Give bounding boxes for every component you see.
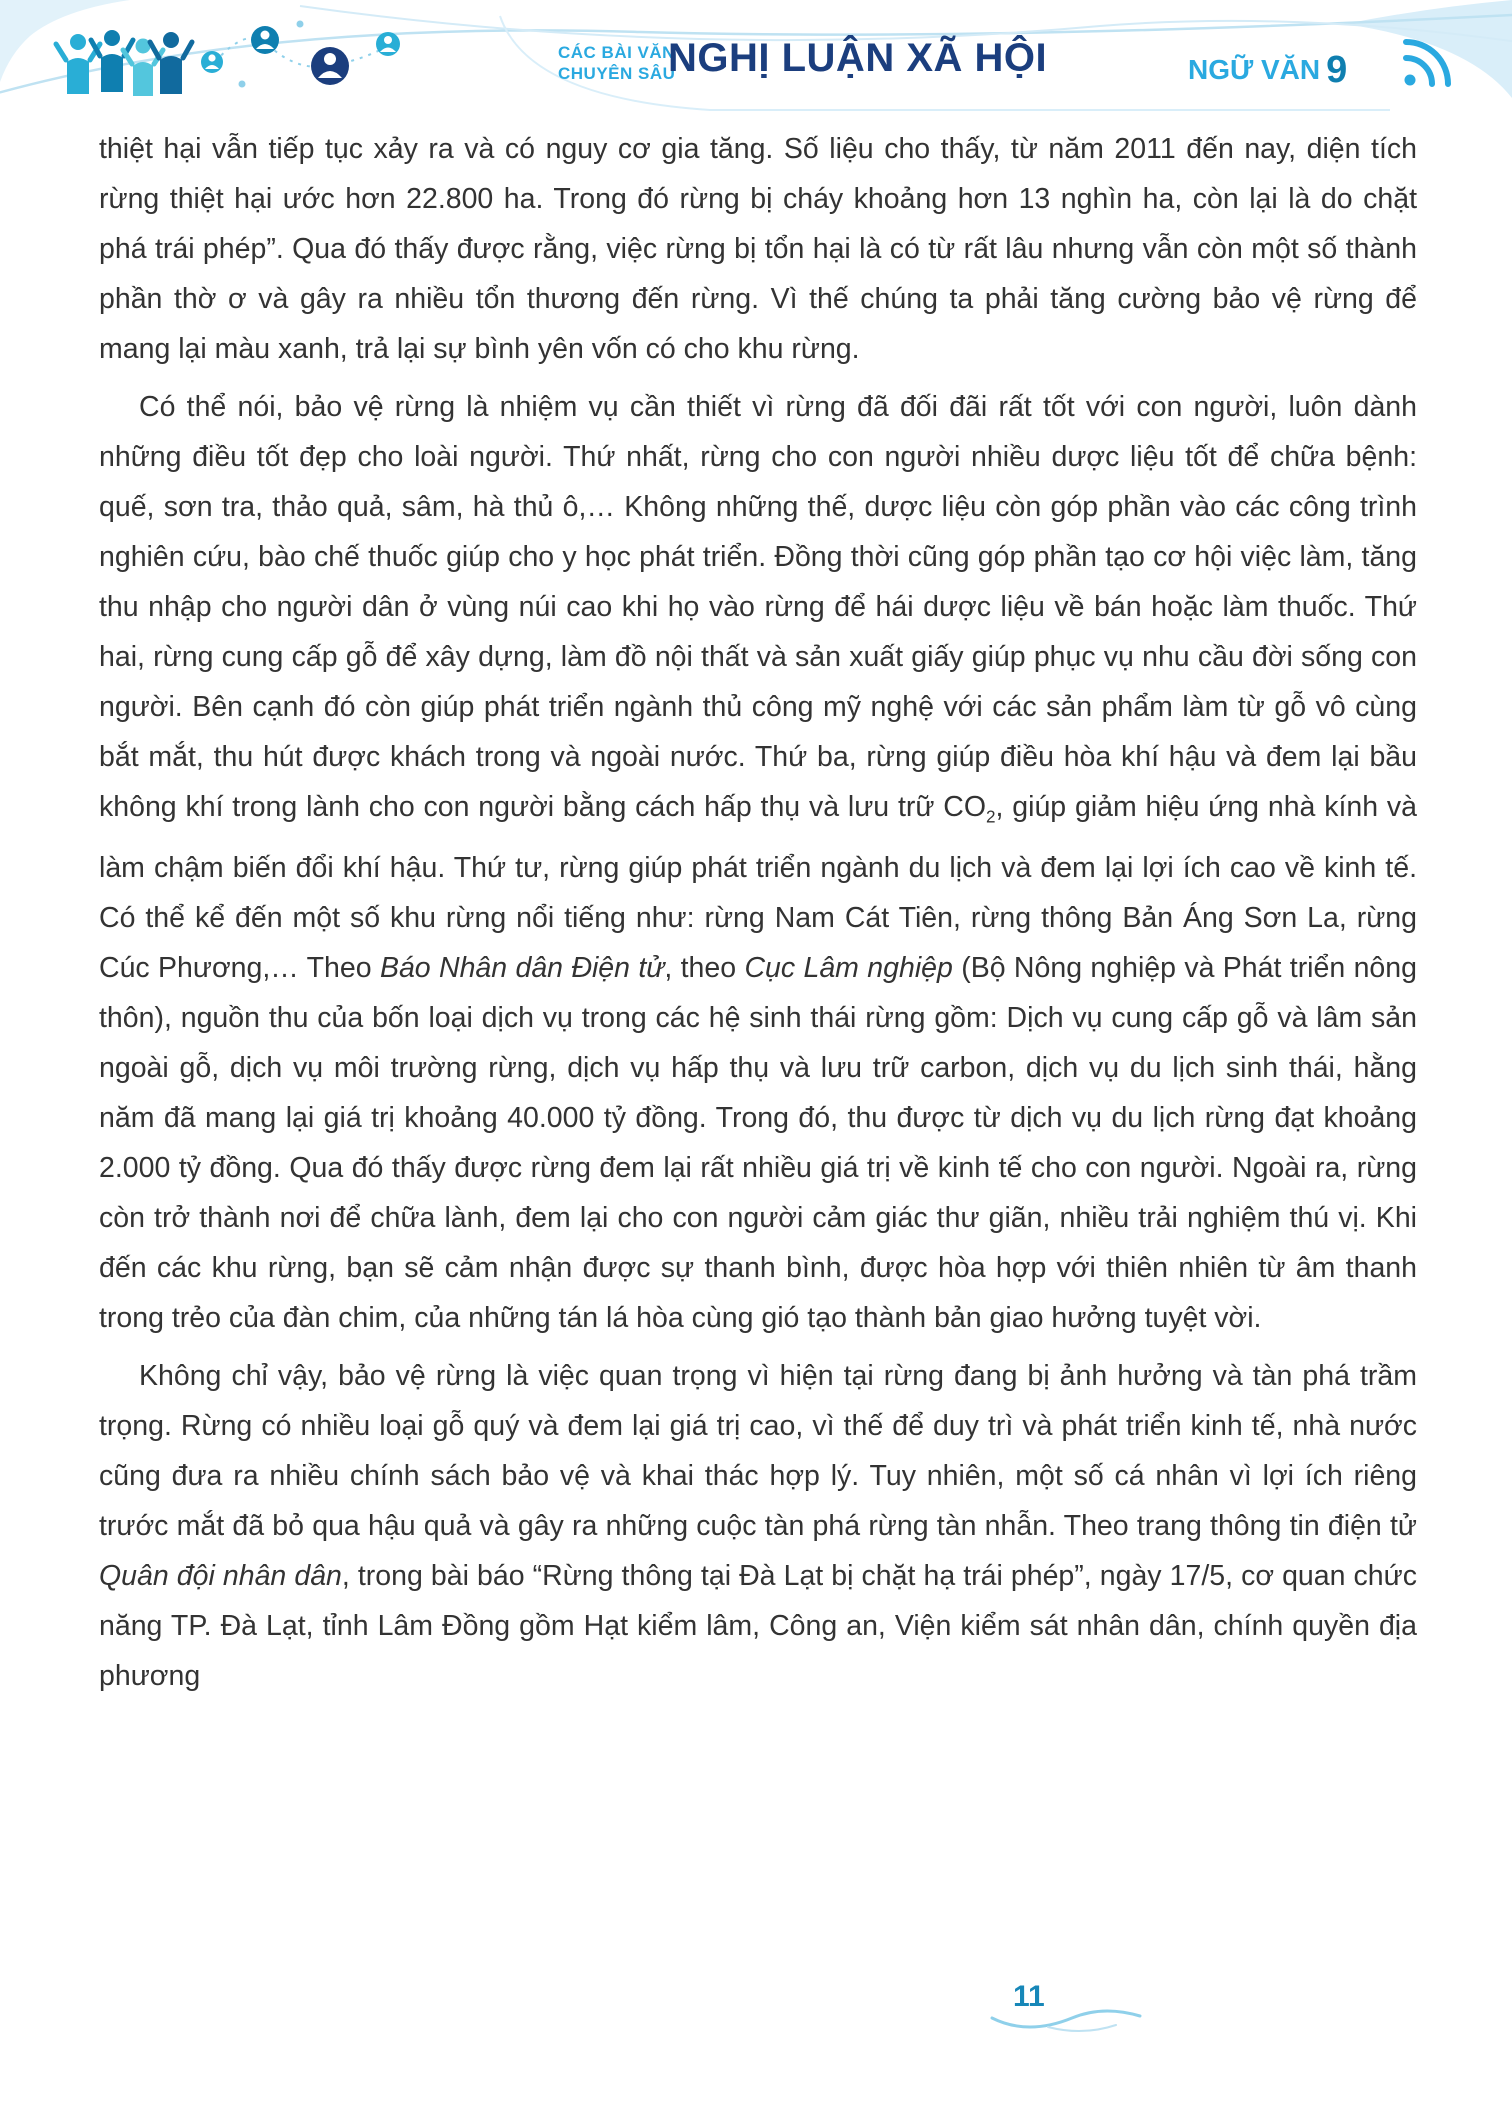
people-illustration bbox=[56, 30, 192, 96]
paragraph: thiệt hại vẫn tiếp tục xảy ra và có nguy cơ gia tăng. Số liệu cho thấy, từ năm 2011 đến nay, diện tích rừng thiệt hại ước hơn 22.800 ha. Trong đó rừng bị cháy khoảng hơn 13 nghìn ha, còn lại là do chặt phá trái phép”. Qua đó thấy được rằng, việc rừng bị tổn hại là có từ rất lâu nhưng vẫn còn một số thành phần thờ ơ và gây ra nhiều tổn thương đến rừng. Vì thế chúng ta phải tăng cường bảo vệ rừng để mang lại màu xanh, trả lại sự bình yên vốn có cho khu rừng. bbox=[99, 133, 1417, 365]
paragraph: Có thể nói, bảo vệ rừng là nhiệm vụ cần thiết vì rừng đã đối đãi rất tốt với con người, luôn dành những điều tốt đẹp cho loài người. Thứ nhất, rừng cho con người nhiều dược liệu tốt để chữa bệnh: quế, sơn tra, thảo quả, sâm, hà thủ ô,… Không những thế, dược liệu còn góp phần vào các công trình nghiên cứu, bào chế thuốc giúp cho y học phát triển. Đồng thời cũng góp phần tạo cơ hội việc làm, tăng thu nhập cho người dân ở vùng núi cao khi họ vào rừng để hái dược liệu về bán hoặc làm thuốc. Thứ hai, rừng cung cấp gỗ để xây dựng, làm đồ nội thất và sản xuất giấy giúp phục vụ nhu cầu đời sống con người. Bên cạnh đó còn giúp phát triển ngành thủ công mỹ nghệ với các sản phẩm làm từ gỗ vô cùng bắt mắt, thu hút được khách trong và ngoài nước. Thứ ba, rừng giúp điều hòa khí hậu và đem lại bầu không khí trong lành cho con người bằng cách hấp thụ và lưu trữ $CO_2$, giúp giảm hiệu ứng nhà kính và làm chậm biến đổi khí hậu. Thứ tư, rừng giúp phát triển ngành du lịch và đem lại lợi ích cao về kinh tế. Có thể kể đến một số khu rừng nổi tiếng như: rừng Nam Cát Tiên, rừng thông Bản Áng Sơn La, rừng Cúc Phương,… Theo Báo Nhân dân Điện tử, theo Cục Lâm nghiệp (Bộ Nông nghiệp và Phát triển nông thôn), nguồn thu của bốn loại dịch vụ trong các hệ sinh thái rừng gồm: Dịch vụ cung cấp gỗ và lâm sản ngoài gỗ, dịch vụ môi trường rừng, dịch vụ hấp thụ và lưu trữ carbon, dịch vụ du lịch sinh thái, hằng năm đã mang lại giá trị khoảng 40.000 tỷ đồng. Trong đó, thu được từ dịch vụ du lịch rừng đạt khoảng 2.000 tỷ đồng. Qua đó thấy được rừng đem lại rất nhiều giá trị về kinh tế cho con người. Ngoài ra, rừng còn trở thành nơi để chữa lành, đem lại cho con người cảm giác thư giãn, nhiều trải nghiệm thú vị. Khi đến các khu rừng, bạn sẽ cảm nhận được sự thanh bình, được hòa hợp với thiên nhiên từ âm thanh trong trẻo của đàn chim, của những tán lá hòa cùng gió tạo thành bản giao hưởng tuyệt vời. bbox=[99, 391, 1417, 1334]
series-label-line2: CHUYÊN SÂU bbox=[558, 64, 676, 83]
network-illustration bbox=[201, 21, 400, 88]
body-text bbox=[99, 124, 1417, 1709]
series-label bbox=[558, 42, 675, 84]
page-number: 11 bbox=[1013, 1980, 1045, 2013]
paragraph: Không chỉ vậy, bảo vệ rừng là việc quan trọng vì hiện tại rừng đang bị ảnh hưởng và tàn phá trầm trọng. Rừng có nhiều loại gỗ quý và đem lại giá trị cao, vì thế để duy trì và phát triển kinh tế, nhà nước cũng đưa ra nhiều chính sách bảo vệ và khai thác hợp lý. Tuy nhiên, một số cá nhân vì lợi ích riêng trước mắt đã bỏ qua hậu quả và gây ra những cuộc tàn phá rừng tàn nhẫn. Theo trang thông tin điện tử Quân đội nhân dân, trong bài báo “Rừng thông tại Đà Lạt bị chặt hạ trái phép”, ngày 17/5, cơ quan chức năng TP. Đà Lạt, tỉnh Lâm Đồng gồm Hạt kiểm lâm, Công an, Viện kiểm sát nhân dân, chính quyền địa phương bbox=[99, 1359, 1417, 1692]
grade-number: 9 bbox=[1326, 49, 1348, 91]
series-label-line1: CÁC BÀI VĂN bbox=[558, 43, 675, 62]
subject-label bbox=[1188, 46, 1347, 89]
page-header-title: NGHỊ LUẬN XÃ HỘI bbox=[668, 36, 1048, 80]
subject-name: NGỮ VĂN bbox=[1188, 54, 1321, 85]
footer-swoosh bbox=[988, 2000, 1148, 2040]
